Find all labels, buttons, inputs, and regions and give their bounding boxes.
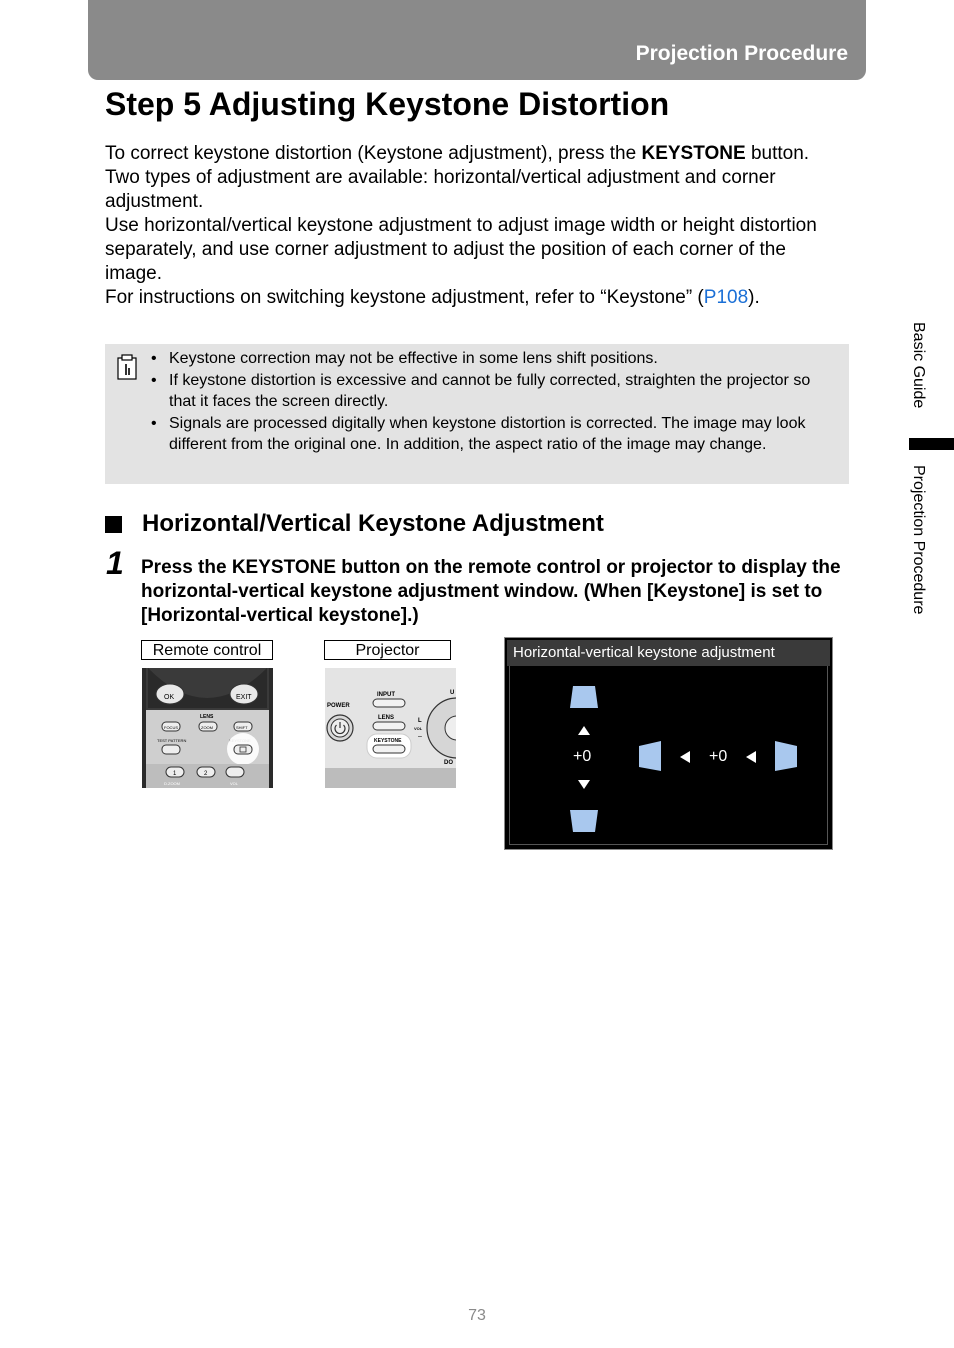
remote-label-lens: LENS (200, 714, 214, 720)
remote-label-d-zoom: D.ZOOM (164, 781, 180, 786)
section-heading (105, 510, 604, 538)
vertical-value: +0 (573, 748, 592, 765)
left-arrow-icon (680, 751, 690, 763)
note-item: • Keystone correction may not be effective in some lens shift positions. (151, 348, 841, 370)
step-instruction: Press the KEYSTONE button on the remote control or projector to display the horizontal-vertical keystone adjustment window. (When [Keystone] is set to [Horizontal-vertical keystone].) (141, 557, 841, 626)
header-bar (88, 0, 866, 80)
top-trapezoid-icon (570, 686, 598, 708)
bottom-trapezoid-icon (570, 810, 598, 832)
horizontal-value: +0 (709, 748, 728, 765)
page-title: Step 5 Adjusting Keystone Distortion (105, 86, 670, 122)
screen-title: Horizontal-vertical keystone adjustment (507, 640, 830, 666)
keystone-adjustment-screen (504, 637, 833, 850)
remote-label-zoom: ZOOM (201, 725, 213, 730)
remote-label-vol: VOL (230, 781, 239, 786)
down-arrow-icon (578, 780, 590, 789)
caption-projector: Projector (324, 640, 451, 660)
note-list (151, 348, 841, 456)
intro-paragraph-4 (105, 286, 845, 310)
projector-label-input: INPUT (377, 692, 395, 698)
note-item: • Signals are processed digitally when keystone distortion is corrected. The image may look different from the original one. In addition, the aspect ratio of the image may change. (151, 413, 841, 456)
left-trapezoid-icon (639, 741, 661, 771)
intro-paragraph-3: Use horizontal/vertical keystone adjustment to adjust image width or height distortion separately, and use corner adjustment to adjust the position of each corner of the image. (105, 215, 817, 284)
projector-label-minus: – (418, 733, 422, 740)
side-label-projection-procedure: Projection Procedure (910, 465, 927, 615)
intro-paragraph-1 (105, 142, 845, 166)
remote-label-1: 1 (173, 771, 177, 777)
projector-label-l: L (418, 718, 422, 724)
remote-control-image (142, 668, 273, 788)
remote-label-test-pattern: TEST PATTERN (157, 738, 187, 743)
keystone-term: KEYSTONE (641, 143, 746, 164)
keystone-controls (505, 638, 832, 849)
note-box (105, 344, 849, 484)
page-link-p108[interactable]: P108 (703, 287, 749, 308)
projector-panel-image (325, 668, 456, 788)
projector-label-up: U (450, 690, 455, 696)
caption-remote-control: Remote control (141, 640, 273, 660)
projector-label-power: POWER (327, 703, 350, 709)
remote-label-shift: SHIFT (236, 725, 248, 730)
square-bullet-icon (105, 516, 122, 533)
remote-label-focus: FOCUS (164, 725, 178, 730)
section-title: Horizontal/Vertical Keystone Adjustment (142, 510, 604, 537)
step-number: 1 (106, 545, 124, 581)
projector-label-lens: LENS (378, 715, 395, 721)
intro-paragraph-2: Two types of adjustment are available: horizontal/vertical adjustment and corner adjustment. (105, 167, 776, 212)
remote-label-exit: EXIT (236, 694, 252, 701)
intro-p4-text: For instructions on switching keystone adjustment, refer to “Keystone” ( (105, 287, 704, 308)
note-item: • If keystone distortion is excessive and cannot be fully corrected, straighten the projector so that it faces the screen directly. (151, 370, 841, 413)
projector-label-keystone: KEYSTONE (374, 738, 402, 744)
remote-label-2: 2 (204, 771, 208, 777)
projector-label-down: DO (444, 760, 453, 766)
remote-label-ok: OK (164, 694, 175, 701)
projector-label-vol: VOL (414, 726, 423, 731)
page-number: 73 (468, 1307, 486, 1324)
right-trapezoid-icon (775, 741, 797, 771)
side-tab-marker (909, 438, 954, 450)
intro-p1-end: button. (745, 143, 810, 164)
header-section-title: Projection Procedure (635, 42, 848, 65)
up-arrow-icon (578, 726, 590, 735)
intro-p4-end: ). (748, 287, 760, 308)
right-arrow-icon (746, 751, 756, 763)
memo-icon (117, 354, 137, 380)
intro-p1-text: To correct keystone distortion (Keystone adjustment), press the (105, 143, 642, 164)
intro-text (105, 142, 845, 310)
side-label-basic-guide: Basic Guide (910, 322, 927, 409)
